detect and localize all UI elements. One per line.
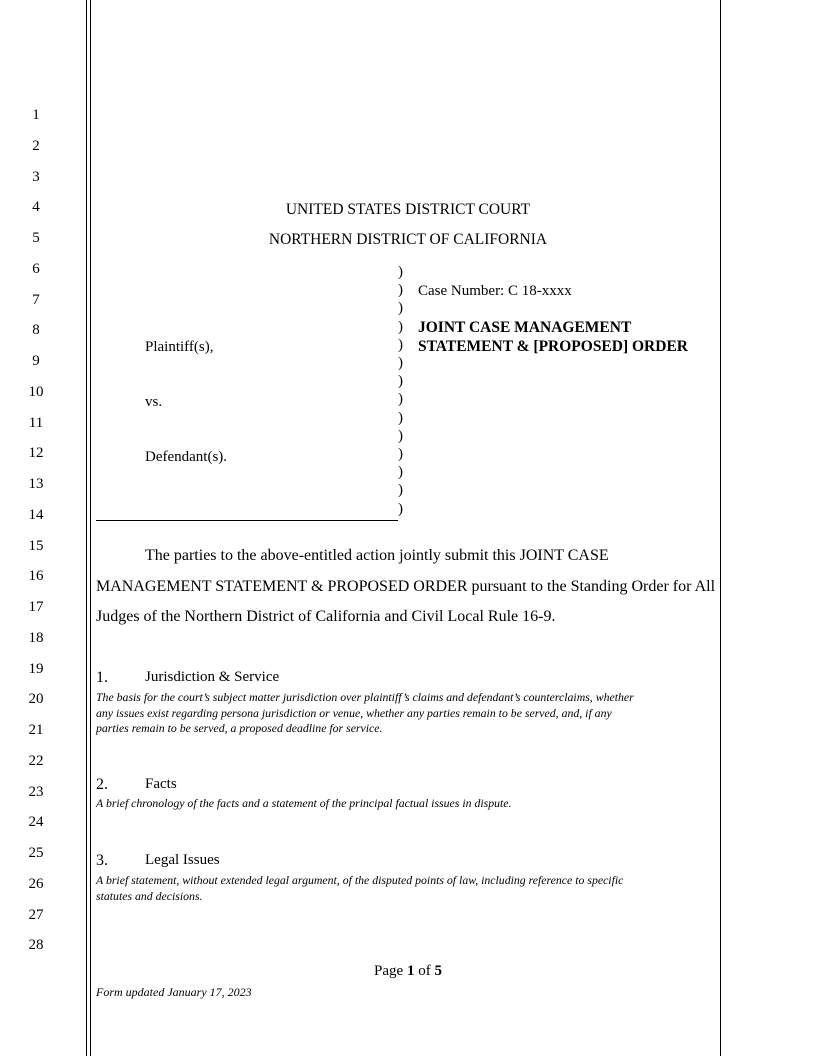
- caption-paren: ): [398, 409, 403, 426]
- caption-paren: ): [398, 264, 403, 280]
- line-number: 18: [28, 629, 44, 646]
- line-number: 23: [28, 783, 44, 800]
- line-number: 26: [28, 875, 44, 892]
- line-number: 28: [28, 937, 44, 954]
- caption-paren: ): [398, 318, 403, 335]
- section-2-desc-line-1: A brief chronology of the facts and a statement of the principal factual issues in dispute.: [96, 796, 512, 810]
- section-3-number: 3.: [96, 852, 108, 869]
- line-number: 25: [28, 845, 44, 861]
- section-3-desc-line-2: statutes and decisions.: [96, 888, 203, 903]
- line-number: 4: [32, 199, 40, 216]
- plaintiff-label: Plaintiff(s),: [145, 339, 214, 355]
- line-number: 3: [32, 168, 40, 185]
- line-number: 12: [28, 445, 44, 462]
- line-number: 7: [32, 291, 40, 308]
- line-number: 11: [28, 414, 44, 431]
- section-1-title: Jurisdiction & Service: [145, 669, 280, 685]
- caption-paren: ): [398, 373, 403, 390]
- line-number: 5: [32, 230, 40, 246]
- form-updated-note: Form updated January 17, 2023: [96, 985, 252, 999]
- intro-line-3: Judges of the Northern District of California and Civil Local Rule 16-9.: [96, 608, 556, 625]
- caption-paren: ): [398, 500, 403, 517]
- caption-paren: ): [398, 300, 403, 317]
- case-number: Case Number: C 18-xxxx: [418, 283, 572, 299]
- line-number: 2: [32, 137, 40, 154]
- section-2-title: Facts: [145, 776, 177, 792]
- caption-paren: ): [398, 446, 403, 462]
- line-number: 17: [28, 599, 44, 615]
- page-total: 5: [434, 963, 442, 979]
- line-number: 20: [28, 691, 44, 708]
- line-number: 16: [28, 568, 44, 585]
- court-district: NORTHERN DISTRICT OF CALIFORNIA: [268, 231, 548, 248]
- caption-paren: ): [398, 336, 403, 353]
- caption-paren: ): [398, 427, 403, 444]
- line-number: 8: [32, 322, 40, 339]
- caption-paren: ): [398, 482, 403, 499]
- left-margin-rule-inner: [90, 0, 91, 1056]
- page-current: 1: [406, 963, 415, 979]
- section-1-desc-line-1: The basis for the court’s subject matter jurisdiction over plaintiff’s claims and defendant’s counterclaims, whether: [96, 690, 634, 704]
- line-number: 19: [28, 660, 44, 677]
- right-margin-rule: [720, 0, 721, 1056]
- line-number: 13: [28, 476, 44, 492]
- line-number: 10: [28, 383, 44, 400]
- section-3-title: Legal Issues: [145, 852, 220, 868]
- page-indicator: [96, 963, 720, 980]
- intro-line-1: The parties to the above-entitled action jointly submit this JOINT CASE: [145, 547, 609, 564]
- line-number: 6: [32, 260, 40, 277]
- caption-paren: ): [398, 355, 403, 371]
- intro-line-2: MANAGEMENT STATEMENT & PROPOSED ORDER pursuant to the Standing Order for All: [96, 578, 716, 595]
- section-1-number: 1.: [96, 669, 108, 686]
- left-margin-rule-outer: [86, 0, 87, 1056]
- defendant-label: Defendant(s).: [145, 449, 228, 465]
- section-3-desc-line-1: A brief statement, without extended legal argument, of the disputed points of law, including reference to specific: [96, 873, 624, 887]
- section-1-desc-line-3: parties remain to be served, a proposed deadline for service.: [96, 721, 383, 735]
- line-number: 9: [32, 353, 40, 369]
- line-number: 21: [28, 722, 44, 738]
- caption-paren: ): [398, 464, 403, 481]
- line-number: 15: [28, 537, 44, 554]
- line-number: 14: [28, 506, 44, 523]
- document-title-line1: JOINT CASE MANAGEMENT: [418, 319, 632, 336]
- line-number: 24: [28, 814, 44, 831]
- page-of: of: [418, 963, 431, 979]
- line-number: 27: [28, 906, 44, 923]
- caption-paren: ): [398, 282, 403, 299]
- line-number: 1: [32, 107, 40, 123]
- document-title-line2: STATEMENT & [PROPOSED] ORDER: [418, 338, 688, 355]
- section-1-desc-line-2: any issues exist regarding persona jurisdiction or venue, whether any parties remain to be served, and, if any: [96, 705, 612, 720]
- caption-paren: ): [398, 391, 403, 408]
- page-label: Page: [374, 963, 404, 979]
- line-number: 22: [28, 752, 44, 769]
- vs-label: vs.: [145, 394, 163, 410]
- court-name: UNITED STATES DISTRICT COURT: [285, 201, 531, 218]
- caption-underline: [96, 520, 398, 521]
- section-2-number: 2.: [96, 776, 108, 793]
